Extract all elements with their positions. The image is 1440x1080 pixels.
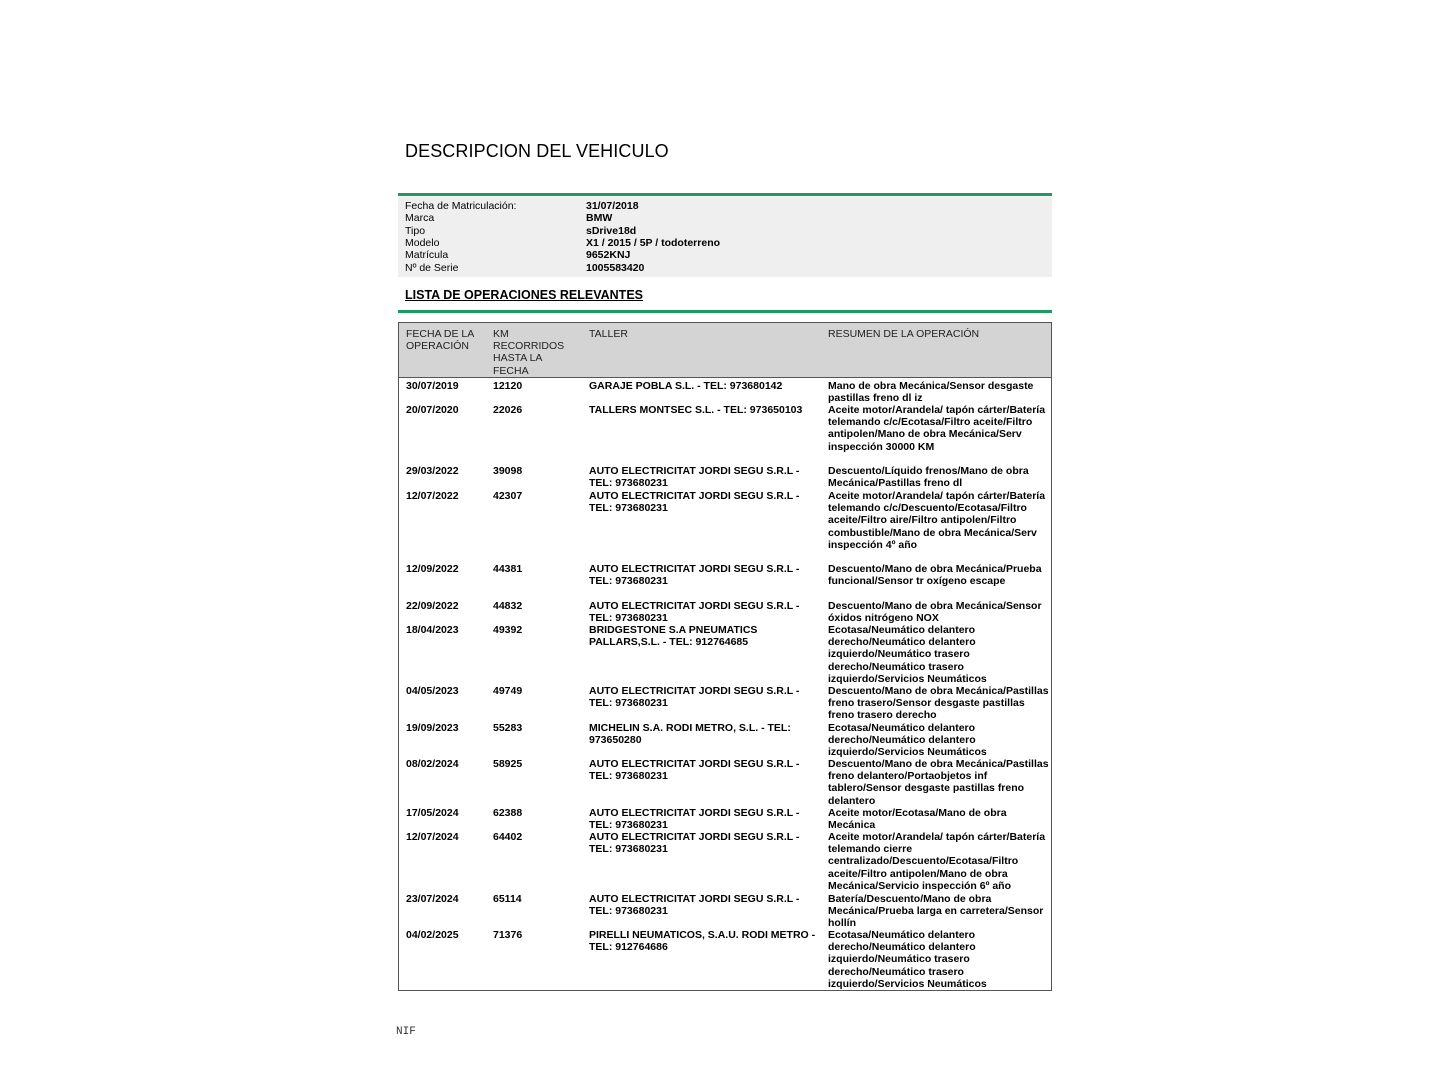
page-title: DESCRIPCION DEL VEHICULO [405, 141, 669, 161]
op-fecha: 08/02/2024 [406, 758, 459, 770]
op-taller: AUTO ELECTRICITAT JORDI SEGU S.R.L - TEL: 973680231 [589, 490, 800, 515]
header-km: KM RECORRIDOS HASTA LA FECHA [493, 328, 565, 377]
op-resumen: Aceite motor/Ecotasa/Mano de obra Mecánica [828, 807, 1007, 832]
op-taller: AUTO ELECTRICITAT JORDI SEGU S.R.L - TEL: 973680231 [589, 807, 800, 832]
op-taller: BRIDGESTONE S.A PNEUMATICS PALLARS,S.L. - TEL: 912764685 [589, 624, 758, 649]
op-km: 49392 [493, 624, 523, 636]
vehicle-value: X1 / 2015 / 5P / todoterreno [586, 236, 721, 249]
vehicle-value: sDrive18d [586, 224, 637, 237]
divider-top [398, 193, 1052, 196]
op-taller: AUTO ELECTRICITAT JORDI SEGU S.R.L - TEL: 973680231 [589, 893, 800, 918]
vehicle-value: 31/07/2018 [586, 200, 639, 212]
op-taller: TALLERS MONTSEC S.L. - TEL: 973650103 [589, 404, 803, 416]
op-km: 49749 [493, 685, 523, 697]
op-resumen: Descuento/Mano de obra Mecánica/Pastillas freno trasero/Sensor desgaste pastillas freno trasero derecho [828, 685, 1049, 722]
op-km: 64402 [493, 831, 523, 843]
op-km: 62388 [493, 807, 523, 819]
op-resumen: Aceite motor/Arandela/ tapón cárter/Batería telemando c/c/Descuento/Ecotasa/Filtro aceite/Filtro aire/Filtro antipolen/Filtro combustible/Mano de obra Mecánica/Serv inspección 4º año [828, 490, 1046, 551]
op-resumen: Descuento/Mano de obra Mecánica/Pastillas freno delantero/Portaobjetos inf tablero/Sensor desgaste pastillas freno delantero [828, 758, 1049, 807]
op-fecha: 12/07/2022 [406, 490, 459, 502]
vehicle-label: Marca [405, 212, 435, 225]
op-fecha: 04/05/2023 [406, 685, 459, 697]
vehicle-value: 9652KNJ [586, 249, 631, 262]
op-taller: GARAJE POBLA S.L. - TEL: 973680142 [589, 380, 783, 392]
op-taller: AUTO ELECTRICITAT JORDI SEGU S.R.L - TEL: 973680231 [589, 465, 800, 490]
op-taller: PIRELLI NEUMATICOS, S.A.U. RODI METRO - TEL: 912764686 [589, 929, 816, 954]
op-resumen: Aceite motor/Arandela/ tapón cárter/Batería telemando cierre centralizado/Descuento/Ecotasa/Filtro aceite/Filtro antipolen/Mano de obra Mecánica/Servicio inspección 6º año [828, 831, 1046, 892]
op-taller: AUTO ELECTRICITAT JORDI SEGU S.R.L - TEL: 973680231 [589, 685, 800, 710]
op-resumen: Ecotasa/Neumático delantero derecho/Neumático delantero izquierdo/Neumático trasero derecho/Neumático trasero izquierdo/Servicios Neumáticos [828, 624, 987, 685]
op-fecha: 30/07/2019 [406, 380, 459, 392]
vehicle-label: Tipo [405, 224, 426, 237]
vehicle-label: Matrícula [405, 249, 449, 262]
op-resumen: Ecotasa/Neumático delantero derecho/Neumático delantero izquierdo/Servicios Neumáticos [828, 722, 987, 759]
op-resumen: Mano de obra Mecánica/Sensor desgaste pastillas freno dl iz [828, 380, 1034, 405]
vehicle-value: 1005583420 [586, 261, 645, 274]
op-km: 58925 [493, 758, 523, 770]
op-resumen: Batería/Descuento/Mano de obra Mecánica/Prueba larga en carretera/Sensor hollín [828, 893, 1044, 930]
op-resumen: Aceite motor/Arandela/ tapón cárter/Batería telemando c/c/Ecotasa/Filtro aceite/Filtro antipolen/Mano de obra Mecánica/Serv inspección 30000 KM [828, 404, 1046, 453]
op-taller: AUTO ELECTRICITAT JORDI SEGU S.R.L - TEL: 973680231 [589, 563, 800, 588]
op-fecha: 19/09/2023 [406, 722, 459, 734]
vehicle-label: Modelo [405, 236, 440, 249]
op-fecha: 22/09/2022 [406, 600, 459, 612]
divider-operations [398, 310, 1052, 313]
op-fecha: 20/07/2020 [406, 404, 459, 416]
op-taller: MICHELIN S.A. RODI METRO, S.L. - TEL: 973650280 [589, 722, 791, 747]
op-km: 42307 [493, 490, 523, 502]
op-km: 39098 [493, 465, 523, 477]
vehicle-info-box [398, 197, 1052, 277]
op-fecha: 18/04/2023 [406, 624, 459, 636]
op-km: 65114 [493, 893, 522, 905]
op-resumen: Descuento/Mano de obra Mecánica/Prueba funcional/Sensor tr oxígeno escape [828, 563, 1042, 588]
op-fecha: 12/09/2022 [406, 563, 459, 575]
op-fecha: 04/02/2025 [406, 929, 459, 941]
op-fecha: 12/07/2024 [406, 831, 459, 843]
op-taller: AUTO ELECTRICITAT JORDI SEGU S.R.L - TEL: 973680231 [589, 831, 800, 856]
op-fecha: 29/03/2022 [406, 465, 459, 477]
op-resumen: Descuento/Mano de obra Mecánica/Sensor óxidos nitrógeno NOX [828, 600, 1042, 625]
vehicle-label: Nº de Serie [405, 261, 459, 274]
op-fecha: 23/07/2024 [406, 893, 459, 905]
op-km: 71376 [493, 929, 523, 941]
vehicle-value: BMW [586, 212, 613, 225]
op-km: 55283 [493, 722, 523, 734]
op-km: 44832 [493, 600, 523, 612]
op-resumen: Descuento/Líquido frenos/Mano de obra Mecánica/Pastillas freno dl [828, 465, 1029, 490]
header-taller: TALLER [589, 328, 628, 340]
operations-table [398, 322, 1052, 991]
op-fecha: 17/05/2024 [406, 807, 459, 819]
op-resumen: Ecotasa/Neumático delantero derecho/Neumático delantero izquierdo/Neumático trasero derecho/Neumático trasero izquierdo/Servicios Neumáticos [828, 929, 987, 990]
footer-nif: NIF [396, 1026, 416, 1038]
header-resumen: RESUMEN DE LA OPERACIÓN [828, 328, 980, 340]
header-fecha: FECHA DE LA OPERACIÓN [406, 328, 474, 353]
op-taller: AUTO ELECTRICITAT JORDI SEGU S.R.L - TEL: 973680231 [589, 600, 800, 625]
table-header [399, 323, 1051, 378]
vehicle-label: Fecha de Matriculación: [405, 200, 517, 212]
op-km: 22026 [493, 404, 523, 416]
operations-title: LISTA DE OPERACIONES RELEVANTES [405, 288, 643, 302]
op-taller: AUTO ELECTRICITAT JORDI SEGU S.R.L - TEL: 973680231 [589, 758, 800, 783]
op-km: 44381 [493, 563, 523, 575]
op-km: 12120 [493, 380, 523, 392]
